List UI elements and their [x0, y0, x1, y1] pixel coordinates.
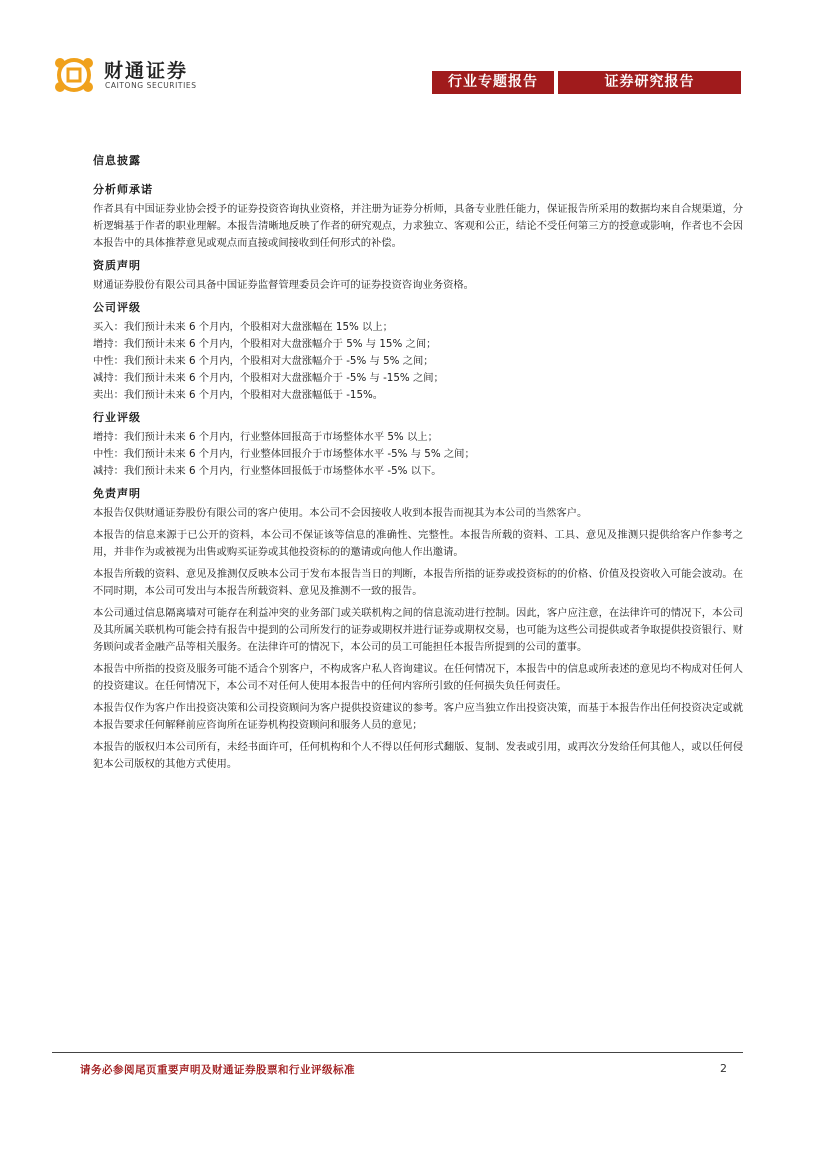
analyst-text: 作者具有中国证券业协会授予的证券投资咨询执业资格，并注册为证券分析师，具备专业胜任能力，保证报告所采用的数据均来自合规渠道，分析逻辑基于作者的职业理解。本报告清晰地反映了作者的研究观点，力求独立、客观和公正，结论不受任何第三方的授意或影响，作者也不会因本报告中的具体推荐意见或观点而直接或间接收到任何形式的补偿。: [93, 203, 743, 249]
qualification-text: 财通证券股份有限公司具备中国证券监督管理委员会许可的证券投资咨询业务资格。: [93, 279, 474, 291]
caitong-logo: [52, 55, 222, 95]
disclaimer-heading: 免责声明: [93, 487, 141, 500]
page-title: 信息披露: [93, 154, 141, 167]
disclaimer-paragraph: 本报告仅作为客户作出投资决策和公司投资顾问为客户提供投资建议的参考。客户应当独立作出投资决策，而基于本报告作出任何投资决定或就本报告要求任何解释前应咨询所在证券机构投资顾问和服务人员的意见；: [93, 702, 743, 731]
disclaimer-paragraph: 本报告的版权归本公司所有，未经书面许可，任何机构和个人不得以任何形式翻版、复制、发表或引用，或再次分发给任何其他人，或以任何侵犯本公司版权的其他方式使用。: [93, 741, 743, 770]
disclosure-content: [93, 152, 743, 773]
footer-divider: [52, 1052, 743, 1053]
tab-industry-report: 行业专题报告: [448, 74, 538, 90]
disclaimer-paragraph: 本报告中所指的投资及服务可能不适合个别客户，不构成客户私人咨询建议。在任何情况下，本报告中的信息或所表述的意见均不构成对任何人的投资建议。在任何情况下，本公司不对任何人使用本报告中的任何内容所引致的任何损失负任何责任。: [93, 663, 743, 692]
page-header: [0, 0, 827, 100]
coin-logo-icon: [52, 55, 96, 95]
disclaimer-paragraph: 本报告的信息来源于已公开的资料，本公司不保证该等信息的准确性、完整性。本报告所载的资料、工具、意见及推测只提供给客户作参考之用，并非作为或被视为出售或购买证券或其他投资标的的邀请或向他人作出邀请。: [93, 529, 743, 558]
industry-rating-neutral: 中性：我们预计未来 6 个月内，行业整体回报介于市场整体水平 -5% 与 5% 之间；: [93, 448, 475, 460]
company-rating-buy: 买入：我们预计未来 6 个月内，个股相对大盘涨幅在 15% 以上；: [93, 321, 393, 333]
disclaimer-paragraph: 本公司通过信息隔离墙对可能存在利益冲突的业务部门或关联机构之间的信息流动进行控制。因此，客户应注意，在法律许可的情况下，本公司及其所属关联机构可能会持有报告中提到的公司所发行的证券或期权并进行证券或期权交易，也可能为这些公司提供或者争取提供投资银行、财务顾问或者金融产品等相关服务。在法律许可的情况下，本公司的员工可能担任本报告所提到的公司的董事。: [93, 607, 743, 653]
company-rating-overweight: 增持：我们预计未来 6 个月内，个股相对大盘涨幅介于 5% 与 15% 之间；: [93, 338, 437, 350]
industry-rating-underweight: 减持：我们预计未来 6 个月内，行业整体回报低于市场整体水平 -5% 以下。: [93, 465, 442, 477]
disclaimer-paragraph: 本报告所载的资料、意见及推测仅反映本公司于发布本报告当日的判断，本报告所指的证券或投资标的的价格、价值及投资收入可能会波动。在不同时期，本公司可发出与本报告所载资料、意见及推测不一致的报告。: [93, 568, 743, 597]
industry-rating-heading: 行业评级: [93, 411, 141, 424]
brand-name-en: CAITONG SECURITIES: [105, 81, 197, 90]
tab-securities-research-report: 证券研究报告: [604, 74, 695, 90]
footer-notice: 请务必参阅尾页重要声明及财通证券股票和行业评级标准: [80, 1064, 355, 1076]
company-rating-heading: 公司评级: [93, 301, 141, 314]
industry-rating-overweight: 增持：我们预计未来 6 个月内，行业整体回报高于市场整体水平 5% 以上；: [93, 431, 438, 443]
company-rating-sell: 卖出：我们预计未来 6 个月内，个股相对大盘涨幅低于 -15%。: [93, 389, 384, 401]
page-number: 2: [720, 1062, 727, 1075]
company-rating-neutral: 中性：我们预计未来 6 个月内，个股相对大盘涨幅介于 -5% 与 5% 之间；: [93, 355, 434, 367]
header-tabs: [432, 71, 741, 94]
analyst-heading: 分析师承诺: [93, 183, 153, 196]
brand-name-cn: 财通证券: [104, 60, 189, 82]
qualification-heading: 资质声明: [93, 259, 141, 272]
company-rating-underweight: 减持：我们预计未来 6 个月内，个股相对大盘涨幅介于 -5% 与 -15% 之间；: [93, 372, 444, 384]
disclaimer-paragraph: 本报告仅供财通证券股份有限公司的客户使用。本公司不会因接收人收到本报告而视其为本公司的当然客户。: [93, 507, 588, 519]
